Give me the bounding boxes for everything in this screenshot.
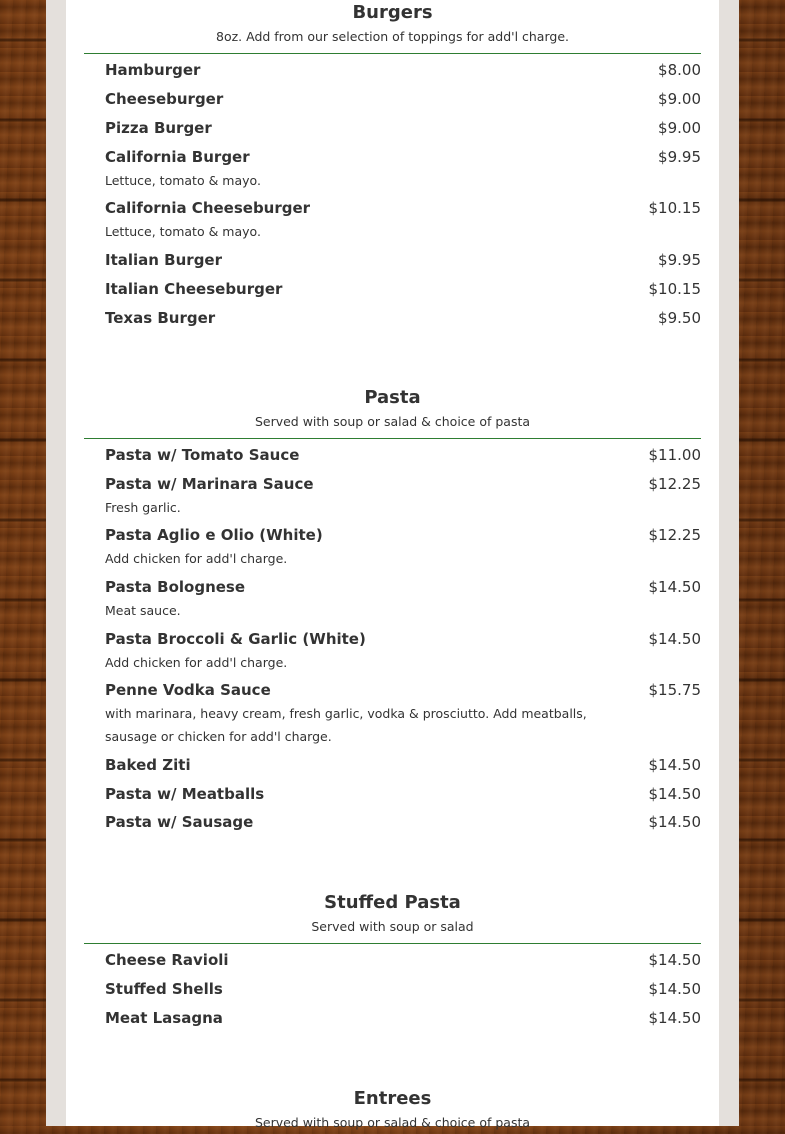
item-price: $14.50 (648, 980, 701, 998)
item-price: $14.50 (648, 1009, 701, 1027)
item-name: Cheeseburger (105, 90, 224, 108)
item-name: Pasta w/ Tomato Sauce (105, 446, 300, 464)
item-name: Texas Burger (105, 309, 216, 327)
item-name: Italian Cheeseburger (105, 280, 283, 298)
section-burgers (84, 0, 701, 327)
section-description: Served with soup or salad & choice of pasta (254, 1115, 531, 1130)
item-name: California Cheeseburger (105, 199, 311, 217)
section-divider (84, 438, 701, 439)
item-price: $9.50 (658, 309, 701, 327)
item-price: $10.15 (648, 199, 701, 217)
item-price: $9.00 (658, 119, 701, 137)
item-description: with marinara, heavy cream, fresh garlic, vodka & prosciutto. Add meatballs, sausage or chicken for add'l charge. (105, 706, 587, 744)
item-price: $8.00 (658, 61, 701, 79)
item-description: Meat sauce. (105, 603, 181, 618)
section-description: 8oz. Add from our selection of toppings for add'l charge. (216, 29, 569, 44)
item-name: California Burger (105, 148, 250, 166)
section-stuffed-pasta (84, 890, 701, 1027)
item-name: Penne Vodka Sauce (105, 681, 271, 699)
item-name: Meat Lasagna (105, 1009, 223, 1027)
section-description: Served with soup or salad (311, 919, 474, 934)
item-description: Add chicken for add'l charge. (105, 551, 288, 566)
item-description: Fresh garlic. (105, 500, 181, 515)
section-pasta (84, 385, 701, 831)
item-price: $11.00 (648, 446, 701, 464)
section-title: Burgers (352, 2, 433, 23)
item-price: $15.75 (648, 681, 701, 699)
item-price: $10.15 (648, 280, 701, 298)
item-price: $14.50 (648, 578, 701, 596)
section-title: Stuffed Pasta (324, 892, 461, 913)
section-entrees (84, 1086, 701, 1134)
item-name: Stuffed Shells (105, 980, 223, 998)
item-price: $12.25 (648, 475, 701, 493)
item-name: Pizza Burger (105, 119, 212, 137)
item-name: Pasta w/ Meatballs (105, 785, 265, 803)
item-price: $9.95 (658, 148, 701, 166)
item-description: Lettuce, tomato & mayo. (105, 224, 261, 239)
section-divider (84, 943, 701, 944)
item-name: Italian Burger (105, 251, 222, 269)
menu-paper (66, 0, 719, 1130)
item-name: Pasta Bolognese (105, 578, 246, 596)
item-name: Pasta Aglio e Olio (White) (105, 526, 323, 544)
menu-page-border (46, 0, 739, 1130)
item-price: $9.00 (658, 90, 701, 108)
item-description: Lettuce, tomato & mayo. (105, 173, 261, 188)
item-name: Baked Ziti (105, 756, 191, 774)
section-title: Entrees (353, 1088, 432, 1109)
section-title: Pasta (364, 387, 421, 408)
item-description: Add chicken for add'l charge. (105, 655, 288, 670)
item-name: Pasta w/ Marinara Sauce (105, 475, 314, 493)
item-name: Pasta w/ Sausage (105, 813, 254, 831)
item-price: $9.95 (658, 251, 701, 269)
item-price: $14.50 (648, 756, 701, 774)
item-price: $14.50 (648, 785, 701, 803)
item-price: $14.50 (648, 951, 701, 969)
item-name: Pasta Broccoli & Garlic (White) (105, 630, 366, 648)
item-name: Cheese Ravioli (105, 951, 229, 969)
section-description: Served with soup or salad & choice of pasta (254, 414, 531, 429)
item-name: Hamburger (105, 61, 201, 79)
item-price: $14.50 (648, 813, 701, 831)
item-price: $12.25 (648, 526, 701, 544)
section-divider (84, 53, 701, 54)
item-price: $14.50 (648, 630, 701, 648)
